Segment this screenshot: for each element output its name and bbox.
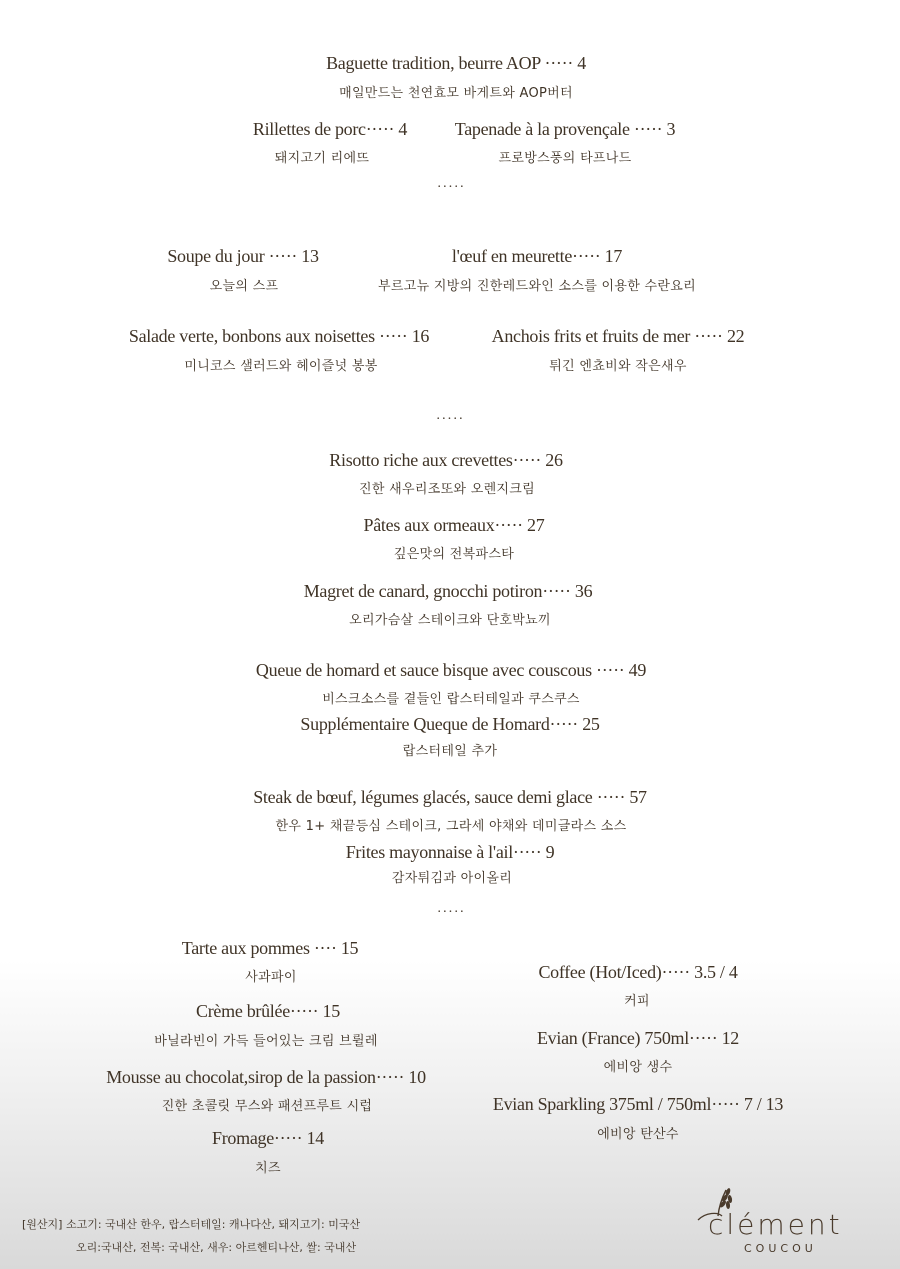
item-korean-desc: 돼지고기 리에뜨 [274,151,370,166]
item-korean-desc: 깊은맛의 전복파스타 [393,547,515,562]
menu-item-baguette [326,54,586,72]
menu-item-homard: Queue de homard et sauce bisque avec couscous ····· 49 [255,660,647,680]
item-french-name: Baguette tradition, beurre AOP ····· 4 [326,53,586,73]
origin-info-line-2: 오리:국내산, 전복: 국내산, 새우: 아르헨티나산, 쌀: 국내산 [76,1241,357,1254]
menu-item-pates: Pâtes aux ormeaux····· 27 [363,515,545,535]
item-korean-desc: 감자튀김과 아이올리 [391,871,513,886]
item-korean-desc: 바닐라빈이 가득 들어있는 크림 브륄레 [154,1034,378,1049]
menu-item-rillettes: Rillettes de porc····· 4 [252,119,408,139]
item-korean-desc: 비스크소스를 곁들인 랍스터테일과 쿠스쿠스 [322,692,580,707]
item-korean-desc: 미니코스 샐러드와 헤이즐넛 봉봉 [184,359,378,374]
item-korean-desc: 오리가슴살 스테이크와 단호박뇨끼 [349,613,551,628]
item-korean-desc: 오늘의 스프 [209,279,279,294]
menu-item-coffee: Coffee (Hot/Iced)····· 3.5 / 4 [538,962,738,982]
menu-item-evian-sparkling: Evian Sparkling 375ml / 750ml····· 7 / 13 [492,1094,784,1114]
section-separator: ····· [436,180,466,195]
logo-wordmark: clément [708,1208,843,1241]
item-korean-desc: 매일만드는 천연효모 바게트와 AOP버터 [339,86,573,101]
menu-item-magret: Magret de canard, gnocchi potiron····· 36 [303,581,593,601]
section-separator: ····· [435,412,465,427]
origin-info-line-1: [원산지] 소고기: 국내산 한우, 랍스터테일: 캐나다산, 돼지고기: 미국산 [22,1218,361,1231]
menu-item-evian: Evian (France) 750ml····· 12 [536,1028,740,1048]
logo-subtitle: COUCOU [744,1242,817,1255]
item-korean-desc: 랍스터테일 추가 [402,744,498,759]
menu-item-tarte: Tarte aux pommes ···· 15 [181,938,359,958]
section-separator: ····· [436,905,466,920]
menu-item-anchois: Anchois frits et fruits de mer ····· 22 [491,326,745,346]
menu-item-mousse: Mousse au chocolat,sirop de la passion····· 10 [106,1067,426,1087]
item-korean-desc: 치즈 [255,1161,281,1176]
menu-item-fromage: Fromage····· 14 [212,1128,324,1148]
menu-item-creme-brulee: Crème brûlée····· 15 [196,1001,340,1021]
item-korean-desc: 부르고뉴 지방의 진한레드와인 소스를 이용한 수란요리 [378,279,696,294]
restaurant-logo [692,1186,862,1256]
item-korean-desc: 프로방스풍의 타프나드 [498,151,632,166]
menu-item-tapenade: Tapenade à la provençale ····· 3 [454,119,676,139]
item-korean-desc: 사과파이 [245,970,297,985]
menu-item-supplement-homard: Supplémentaire Queque de Homard····· 25 [300,714,600,734]
menu-item-frites: Frites mayonnaise à l'ail····· 9 [345,842,555,862]
item-korean-desc: 진한 초콜릿 무스와 패션프루트 시럽 [161,1099,373,1114]
item-korean-desc: 진한 새우리조또와 오렌지크림 [358,482,536,497]
item-korean-desc: 튀긴 엔쵸비와 작은새우 [549,359,687,374]
menu-item-risotto: Risotto riche aux crevettes····· 26 [329,450,563,470]
menu-item-steak: Steak de bœuf, légumes glacés, sauce demi glace ····· 57 [253,787,647,807]
item-korean-desc: 에비앙 생수 [603,1060,673,1075]
menu-item-oeuf: l'œuf en meurette····· 17 [451,246,623,266]
item-korean-desc: 커피 [624,994,650,1009]
item-korean-desc: 에비앙 탄산수 [597,1127,679,1142]
menu-item-salade: Salade verte, bonbons aux noisettes ····· 16 [128,326,430,346]
menu-item-soupe: Soupe du jour ····· 13 [167,246,319,266]
item-korean-desc: 한우 1+ 채끝등심 스테이크, 그라세 야채와 데미글라스 소스 [275,819,627,834]
